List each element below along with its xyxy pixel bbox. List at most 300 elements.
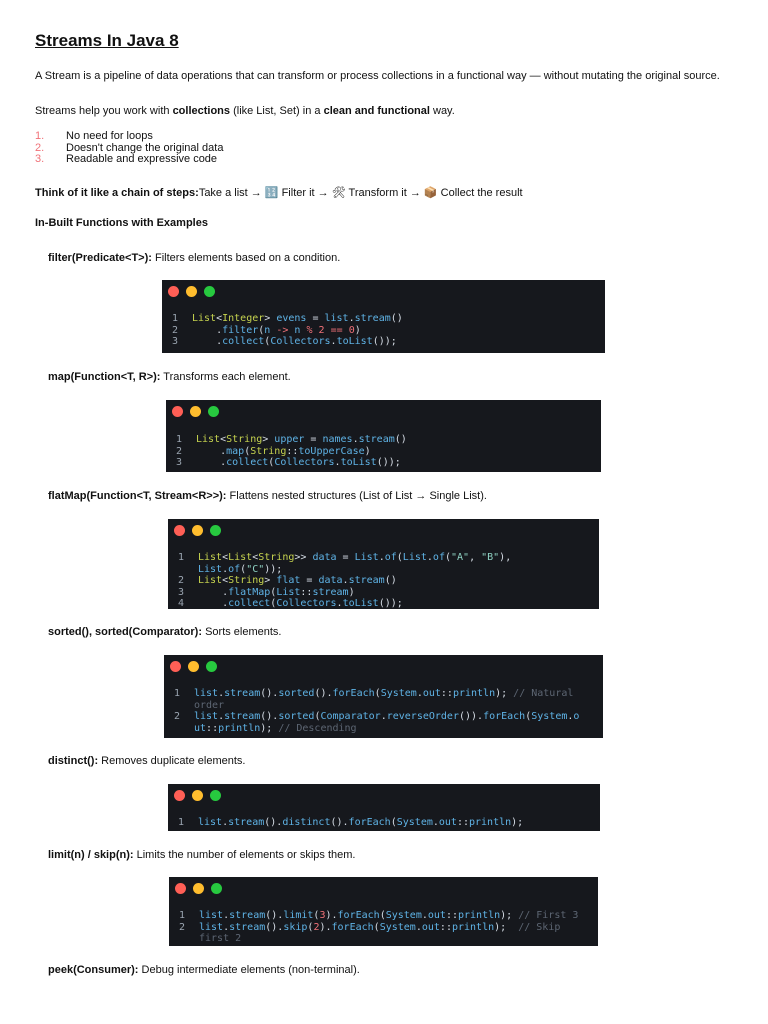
code-token: ut xyxy=(194,722,207,734)
code-token: stream xyxy=(312,586,349,598)
code-token: ()); xyxy=(372,336,397,347)
code-token: of xyxy=(432,552,445,563)
code-text xyxy=(196,457,595,469)
code-token: System xyxy=(379,921,416,933)
code-token: ( xyxy=(264,336,271,347)
code-token: forEach xyxy=(483,711,526,722)
code-token: . xyxy=(426,552,433,563)
code-token: stream xyxy=(229,921,266,933)
code-token: ( xyxy=(314,711,321,722)
code-token: out xyxy=(427,910,446,921)
code-token: names xyxy=(322,434,353,445)
code-token: ); xyxy=(260,722,279,734)
section-heading: In-Built Functions with Examples xyxy=(35,217,208,229)
code-token: . xyxy=(192,324,223,336)
code-token: List xyxy=(198,552,223,563)
code-token: list xyxy=(199,921,224,933)
code-token: )); xyxy=(264,563,283,575)
code-token: > xyxy=(262,434,275,445)
chain-label: Think of it like a chain of steps: xyxy=(35,187,199,199)
code-token: () xyxy=(384,575,397,586)
code-line xyxy=(179,910,592,922)
code-token: System xyxy=(385,910,422,921)
minimize-dot-icon xyxy=(186,286,197,297)
code-text xyxy=(192,336,599,348)
code-token: String xyxy=(226,434,263,445)
line-number: 3 xyxy=(176,457,183,468)
code-text xyxy=(199,910,592,922)
feature-number: 3. xyxy=(35,153,45,165)
code-line xyxy=(176,434,595,446)
line-number xyxy=(178,564,198,576)
intro-text-c: (like List, Set) in a xyxy=(230,105,324,117)
code-token: = xyxy=(304,434,323,445)
code-token: ( xyxy=(525,711,532,722)
line-number: 1 xyxy=(176,434,183,445)
code-token: println xyxy=(469,817,512,828)
code-line xyxy=(178,564,593,576)
code-token: = xyxy=(300,575,319,586)
code-token: . xyxy=(198,598,229,609)
code-token: first 2 xyxy=(199,933,242,944)
code-line xyxy=(178,598,593,610)
code-token: list xyxy=(199,910,224,921)
code-token: List xyxy=(276,586,301,598)
code-text xyxy=(196,434,595,446)
code-token: List xyxy=(196,434,221,445)
code-token: . xyxy=(223,921,230,933)
code-token: () xyxy=(394,434,407,445)
code-token: List xyxy=(228,552,253,563)
code-text xyxy=(199,933,592,945)
code-token: . xyxy=(218,711,225,722)
code-token: List xyxy=(198,575,223,586)
code-token: flatMap xyxy=(228,586,271,598)
code-token: = xyxy=(336,552,355,563)
code-text xyxy=(194,688,597,700)
feature-text: Doesn't change the original data xyxy=(66,141,224,154)
code-token: :: xyxy=(439,921,452,933)
function-description xyxy=(48,625,282,639)
code-token: data xyxy=(318,575,343,586)
code-token: data xyxy=(312,552,337,563)
code-token: 0 xyxy=(348,324,355,336)
code-token: of xyxy=(228,563,241,575)
code-token: Collectors xyxy=(270,336,331,347)
code-line xyxy=(172,325,599,337)
code-token: ( xyxy=(258,324,265,336)
code-token: . xyxy=(378,552,385,563)
code-token: ( xyxy=(390,817,397,828)
code-token: forEach xyxy=(331,921,374,933)
code-line xyxy=(178,552,593,564)
code-token: ). xyxy=(325,910,338,921)
code-token: . xyxy=(348,313,355,324)
code-token: . xyxy=(415,921,422,933)
code-line xyxy=(178,587,593,599)
code-token: "A" xyxy=(451,552,470,563)
code-token: collect xyxy=(222,336,265,347)
function-name: peek(Consumer): xyxy=(48,964,139,976)
code-line xyxy=(172,313,599,325)
window-controls xyxy=(174,790,221,801)
chain-of-steps xyxy=(35,185,725,202)
code-token: ( xyxy=(374,688,381,699)
code-token: println xyxy=(451,921,495,933)
code-block xyxy=(169,877,598,946)
code-text xyxy=(198,575,593,587)
code-token: :: xyxy=(445,910,458,921)
code-token: System xyxy=(380,688,417,699)
function-name: filter(Predicate<T>): xyxy=(48,252,152,264)
code-lines xyxy=(178,817,594,829)
code-token: stream xyxy=(354,313,391,324)
maximize-dot-icon xyxy=(206,661,217,672)
code-token: upper xyxy=(274,434,305,445)
minimize-dot-icon xyxy=(188,661,199,672)
code-token: ( xyxy=(270,586,277,598)
code-token: -> xyxy=(276,324,289,336)
code-token: sorted xyxy=(278,688,315,699)
maximize-dot-icon xyxy=(210,790,221,801)
code-token: skip xyxy=(283,921,308,933)
code-line xyxy=(174,723,597,735)
function-description xyxy=(48,848,355,862)
code-token: . xyxy=(198,586,229,598)
minimize-dot-icon xyxy=(193,883,204,894)
code-token: ( xyxy=(396,552,403,563)
code-token: n xyxy=(294,324,301,336)
code-token: . xyxy=(218,688,225,699)
function-description xyxy=(48,963,360,977)
code-token: stream xyxy=(228,817,265,828)
intro-text-e: way. xyxy=(429,105,455,117)
close-dot-icon xyxy=(168,286,179,297)
code-text xyxy=(194,723,597,735)
code-token: > xyxy=(264,313,277,324)
line-number: 1 xyxy=(172,313,179,324)
code-token: . xyxy=(342,575,349,586)
code-token: of xyxy=(384,552,397,563)
maximize-dot-icon xyxy=(204,286,215,297)
code-token: list xyxy=(324,313,349,324)
code-token: // First 3 xyxy=(518,910,579,921)
code-token: < xyxy=(222,575,229,586)
feature-item xyxy=(35,131,223,143)
code-lines xyxy=(172,313,599,348)
line-number: 2 xyxy=(172,324,179,336)
code-text xyxy=(192,325,599,337)
code-token: ); xyxy=(495,688,514,699)
code-token: filter xyxy=(222,324,259,336)
code-token: :: xyxy=(286,445,299,457)
close-dot-icon xyxy=(170,661,181,672)
code-token: forEach xyxy=(332,688,375,699)
code-line xyxy=(178,817,594,829)
code-token: println xyxy=(457,910,501,921)
code-token: order xyxy=(194,699,225,711)
line-number: 3 xyxy=(178,586,185,598)
line-number: 2 xyxy=(179,921,186,933)
line-number: 2 xyxy=(174,711,181,722)
code-token: (). xyxy=(314,688,333,699)
code-token: toUpperCase xyxy=(298,445,365,457)
code-token: ); xyxy=(511,817,524,828)
intro-text-d: clean and functional xyxy=(323,105,430,117)
line-number xyxy=(174,700,194,712)
code-token: "B" xyxy=(481,552,500,563)
code-token: . xyxy=(432,817,439,828)
function-description xyxy=(48,251,340,265)
function-name: flatMap(Function<T, Stream<R>>): xyxy=(48,490,227,502)
code-token: toList xyxy=(342,598,379,609)
code-token: String xyxy=(258,552,295,563)
code-token: ( xyxy=(307,921,314,933)
function-summary: Sorts elements. xyxy=(202,626,282,638)
function-summary: Filters elements based on a condition. xyxy=(151,252,341,264)
code-token: stream xyxy=(224,711,261,722)
code-token: String xyxy=(228,575,265,586)
code-token: % xyxy=(306,324,313,336)
code-token: . xyxy=(421,910,428,921)
code-token: list xyxy=(194,711,219,722)
code-token: System xyxy=(531,711,568,722)
maximize-dot-icon xyxy=(210,525,221,536)
code-token: flat xyxy=(276,575,301,586)
code-token: ( xyxy=(313,910,320,921)
code-token: sorted xyxy=(278,711,315,722)
code-token: out xyxy=(421,921,440,933)
code-token: . xyxy=(196,445,227,457)
code-token: ), xyxy=(499,552,512,563)
line-number xyxy=(179,933,199,945)
code-token: List xyxy=(402,552,427,563)
code-token: ( xyxy=(373,921,380,933)
close-dot-icon xyxy=(174,790,185,801)
code-token: 2 xyxy=(318,324,325,336)
code-token: Integer xyxy=(222,313,265,324)
code-token: stream xyxy=(224,688,261,699)
code-text xyxy=(192,313,599,325)
intro-summary xyxy=(35,103,725,120)
maximize-dot-icon xyxy=(211,883,222,894)
code-text xyxy=(198,564,593,576)
code-line xyxy=(174,711,597,723)
line-number: 2 xyxy=(176,445,183,457)
code-token: // Skip xyxy=(518,921,561,933)
feature-item xyxy=(35,154,223,166)
code-block xyxy=(168,519,599,609)
code-token: println xyxy=(452,688,496,699)
code-text xyxy=(199,922,592,934)
feature-number: 2. xyxy=(35,141,45,154)
maximize-dot-icon xyxy=(208,406,219,417)
code-token: :: xyxy=(456,817,469,828)
function-summary: Debug intermediate elements (non-terminal). xyxy=(138,964,360,976)
code-token: ( xyxy=(444,552,451,563)
line-number: 4 xyxy=(178,598,185,609)
code-token: > xyxy=(264,575,277,586)
close-dot-icon xyxy=(175,883,186,894)
code-line xyxy=(176,457,595,469)
code-token: stream xyxy=(229,910,266,921)
code-text xyxy=(198,552,593,564)
code-token: . xyxy=(336,598,343,609)
code-token: list xyxy=(198,817,223,828)
code-token: "C" xyxy=(246,563,265,575)
code-token: ) xyxy=(364,445,371,457)
code-token: ( xyxy=(240,563,247,575)
code-token: out xyxy=(438,817,457,828)
close-dot-icon xyxy=(172,406,183,417)
code-token: . xyxy=(416,688,423,699)
code-token: reverseOrder xyxy=(386,711,459,722)
code-token: (). xyxy=(265,910,284,921)
code-token: // Natural xyxy=(513,688,574,699)
code-token: collect xyxy=(226,457,269,468)
code-token: . xyxy=(222,817,229,828)
code-lines xyxy=(179,910,592,945)
code-token: < xyxy=(222,552,229,563)
line-number: 2 xyxy=(178,575,185,586)
code-token: o xyxy=(573,711,580,722)
code-token: forEach xyxy=(348,817,391,828)
code-token: ) xyxy=(348,586,355,598)
function-description xyxy=(48,370,291,384)
code-token: // Descending xyxy=(278,722,357,734)
feature-text: No need for loops xyxy=(66,130,153,142)
code-token: ( xyxy=(379,910,386,921)
code-token: list xyxy=(194,688,219,699)
code-token: (). xyxy=(265,921,284,933)
code-line xyxy=(172,336,599,348)
line-number: 1 xyxy=(178,552,185,563)
code-token: == xyxy=(330,324,343,336)
line-number: 1 xyxy=(178,817,185,828)
code-token: ()); xyxy=(376,457,401,468)
code-token: ()). xyxy=(458,711,484,722)
code-line xyxy=(176,446,595,458)
line-number: 1 xyxy=(179,910,186,921)
code-token: System xyxy=(396,817,433,828)
function-name: map(Function<T, R>): xyxy=(48,371,161,383)
code-text xyxy=(198,587,593,599)
code-token: . xyxy=(352,434,359,445)
code-block xyxy=(166,400,601,472)
code-token: map xyxy=(226,445,245,457)
line-number xyxy=(174,723,194,735)
window-controls xyxy=(168,286,215,297)
window-controls xyxy=(174,525,221,536)
feature-list xyxy=(35,131,223,166)
code-token: ); xyxy=(500,910,519,921)
code-token: (). xyxy=(330,817,349,828)
code-token: = xyxy=(306,313,325,324)
code-token: ( xyxy=(244,445,251,457)
code-token: . xyxy=(223,910,230,921)
code-line xyxy=(174,700,597,712)
code-line xyxy=(178,575,593,587)
code-token: >> xyxy=(294,552,313,563)
function-name: sorted(), sorted(Comparator): xyxy=(48,626,203,638)
code-token: ). xyxy=(319,921,332,933)
code-token: ( xyxy=(270,598,277,609)
code-token: :: xyxy=(300,586,313,598)
code-token: stream xyxy=(348,575,385,586)
feature-text: Readable and expressive code xyxy=(66,153,218,165)
function-name: limit(n) / skip(n): xyxy=(48,849,134,861)
code-token: () xyxy=(390,313,403,324)
code-lines xyxy=(176,434,595,469)
code-token: toList xyxy=(336,336,373,347)
code-block xyxy=(168,784,600,831)
code-token: limit xyxy=(283,910,314,921)
function-name: distinct(): xyxy=(48,755,99,767)
code-text xyxy=(196,446,595,458)
code-token: stream xyxy=(358,434,395,445)
function-description xyxy=(48,489,487,503)
code-token: Collectors xyxy=(276,598,337,609)
code-token: ( xyxy=(268,457,275,468)
code-token: ()); xyxy=(378,598,403,609)
code-token: . xyxy=(196,457,227,468)
code-token: distinct xyxy=(282,817,331,828)
intro-paragraph: A Stream is a pipeline of data operations that can transform or process collections in a functional way — without mutating the original source. xyxy=(35,70,720,82)
code-token: . xyxy=(222,563,229,575)
line-number: 1 xyxy=(174,688,181,699)
code-lines xyxy=(174,688,597,734)
code-token: n xyxy=(264,324,271,336)
function-description xyxy=(48,754,245,768)
code-token: toList xyxy=(340,457,377,468)
minimize-dot-icon xyxy=(190,406,201,417)
code-block xyxy=(162,280,605,353)
code-token: List xyxy=(192,313,217,324)
function-summary: Removes duplicate elements. xyxy=(98,755,246,767)
code-text xyxy=(198,817,594,829)
code-token: , xyxy=(469,552,482,563)
window-controls xyxy=(170,661,217,672)
code-line xyxy=(179,922,592,934)
code-token: List xyxy=(354,552,379,563)
code-token: String xyxy=(250,445,287,457)
code-text xyxy=(194,711,597,723)
page-title: Streams In Java 8 xyxy=(35,31,179,50)
code-text xyxy=(194,700,597,712)
chain-steps: Take a list → 🔢 Filter it → 🛠 Transform it → 📦 Collect the result xyxy=(198,187,523,199)
function-summary: Transforms each element. xyxy=(160,371,291,383)
code-token: (). xyxy=(264,817,283,828)
code-token: . xyxy=(567,711,574,722)
code-token: . xyxy=(330,336,337,347)
code-block xyxy=(164,655,603,738)
minimize-dot-icon xyxy=(192,790,203,801)
window-controls xyxy=(172,406,219,417)
code-token: Comparator xyxy=(320,711,381,722)
close-dot-icon xyxy=(174,525,185,536)
feature-number: 1. xyxy=(35,130,45,142)
code-token: collect xyxy=(228,598,271,609)
intro-text-a: Streams help you work with xyxy=(35,105,173,117)
window-controls xyxy=(175,883,222,894)
code-token: forEach xyxy=(337,910,380,921)
code-line xyxy=(174,688,597,700)
code-token: Collectors xyxy=(274,457,335,468)
code-token: ) xyxy=(354,324,361,336)
code-token: ); xyxy=(494,921,519,933)
code-token: evens xyxy=(276,313,307,324)
code-text xyxy=(198,598,593,610)
